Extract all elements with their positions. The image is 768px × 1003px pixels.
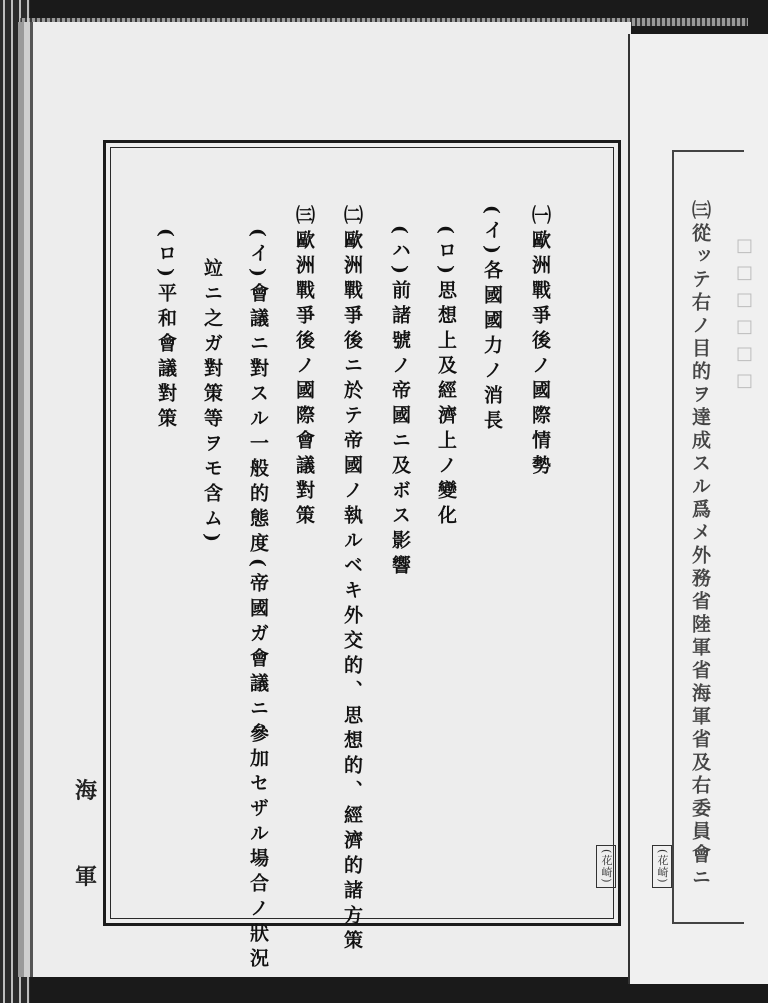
frame-note: (花崎) [596,845,616,888]
section-1-item-i: (イ)各國國力ノ消長 [481,205,503,435]
margin-char-top: 海 [75,778,98,804]
section-2-heading: ㈡歐洲戰爭後ニ於テ帝國ノ執ルベキ外交的、思想的、經濟的諸方策 [341,205,363,955]
section-1-item-ro: (ロ)思想上及經濟上ノ變化 [435,225,457,530]
section-3-item-i-continued: 竝ニ之ガ對策等ヲモ含ム) [201,258,223,548]
right-page-note: (花崎) [652,845,672,888]
section-1-item-ha: (ハ)前諸號ノ帝國ニ及ボス影響 [389,225,411,580]
margin-char-bottom: 軍 [75,864,98,890]
section-1-heading: ㈠歐洲戰爭後ノ國際情勢 [529,205,551,480]
section-3-heading: ㈢歐洲戰爭後ノ國際會議對策 [293,205,315,530]
book-edge [0,0,30,1003]
section-3-item-i: (イ)會議ニ對スル一般的態度(帝國ガ會議ニ參加セザル場合ノ狀況 [247,228,269,973]
bleed-through-text: □□□□□□ [734,235,755,397]
section-3-item-ro: (ロ)平和會議對策 [155,228,177,433]
right-page-column: ㈢從ッテ右ノ目的ヲ達成スル爲メ外務省陸軍省海軍省及右委員會ニ [689,200,711,890]
